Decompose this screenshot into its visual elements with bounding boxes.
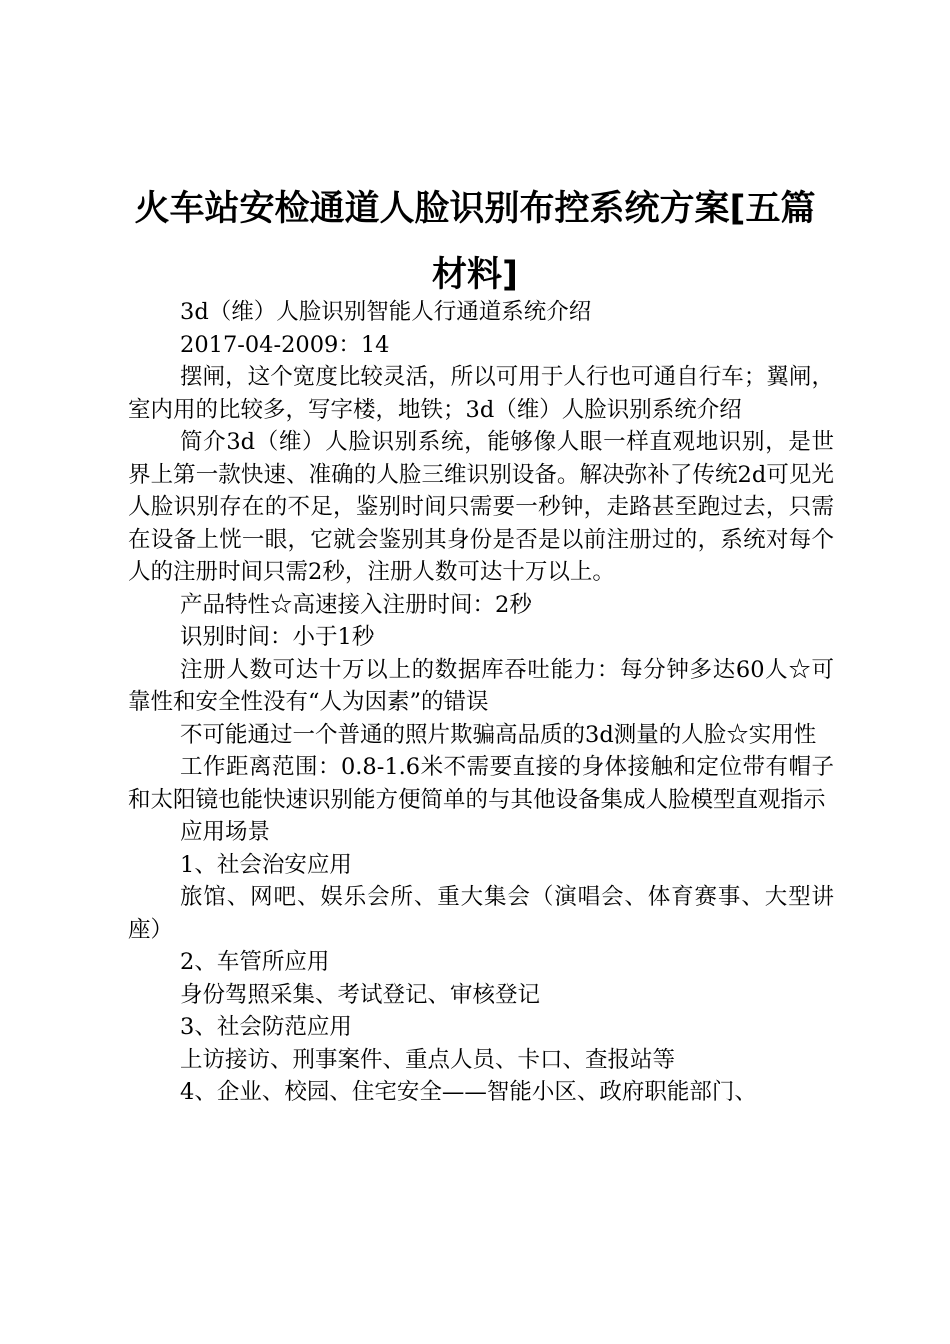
- paragraph-anti-spoofing: 不可能通过一个普通的照片欺骗高品质的3d测量的人脸☆实用性: [180, 721, 817, 748]
- document-body: [128, 296, 834, 1109]
- paragraph-recognition-time: 识别时间：小于1秒: [180, 624, 375, 650]
- paragraph-features: 产品特性☆高速接入注册时间：2秒: [180, 591, 532, 618]
- paragraph-scenario-1-detail: 旅馆、网吧、娱乐会所、重大集会（演唱会、体育赛事、大型讲座）: [128, 884, 834, 943]
- paragraph-scenario-4: 4、企业、校园、住宅安全——智能小区、政府职能部门、: [180, 1079, 757, 1105]
- paragraph-scenario-3: 3、社会防范应用: [180, 1014, 352, 1040]
- paragraph-scenario-2: 2、车管所应用: [180, 949, 330, 975]
- paragraph-scenario-2-detail: 身份驾照采集、考试登记、审核登记: [180, 981, 541, 1008]
- paragraph-scenarios-heading: 应用场景: [180, 819, 271, 845]
- paragraph-intro-heading: 3d（维）人脸识别智能人行通道系统介绍: [180, 299, 592, 325]
- paragraph-summary: 简介3d（维）人脸识别系统，能够像人眼一样直观地识别，是世界上第一款快速、准确的人脸三维识别设备。解决弥补了传统2d可见光人脸识别存在的不足，鉴别时间只需要一秒钟，走路甚至跑过去，只需在设备上恍一眼，它就会鉴别其身份是否是以前注册过的，系统对每个人的注册时间只需2秒，注册人数可达十万以上。: [128, 429, 834, 585]
- document-title: 火车站安检通道人脸识别布控系统方案[五篇材料]: [134, 189, 816, 295]
- paragraph-capacity: 注册人数可达十万以上的数据库吞吐能力：每分钟多达60人☆可靠性和安全性没有“人为因素”的错误: [128, 656, 834, 715]
- paragraph-scenario-1: 1、社会治安应用: [180, 851, 352, 878]
- paragraph-gates: 摆闸，这个宽度比较灵活，所以可用于人行也可通自行车；翼闸，室内用的比较多，写字楼，地铁；3d（维）人脸识别系统介绍: [128, 364, 834, 423]
- paragraph-working-distance: 工作距离范围：0.8-1.6米不需要直接的身体接触和定位带有帽子和太阳镜也能快速识别能方便简单的与其他设备集成人脸模型直观指示: [128, 754, 834, 813]
- paragraph-date: 2017-04-2009：14: [180, 331, 390, 358]
- paragraph-scenario-3-detail: 上访接访、刑事案件、重点人员、卡口、查报站等: [180, 1046, 676, 1073]
